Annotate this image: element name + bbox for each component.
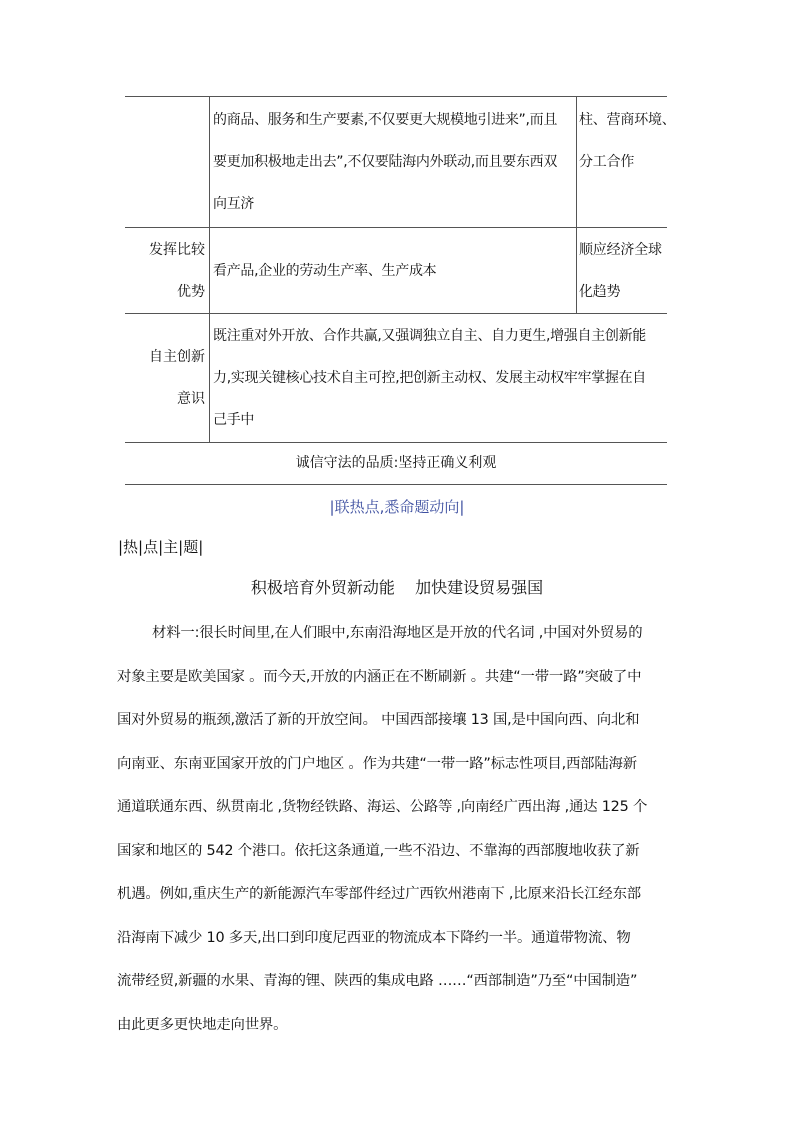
- article-title: 积极培育外贸新动能 加快建设贸易强国: [250, 578, 544, 597]
- table-cell-line: 既注重对外开放、合作共赢,又强调独立自主、自力更生,增强自主创新能: [213, 328, 646, 344]
- material-paragraph: [117, 616, 673, 1051]
- paragraph-line: 向南亚、东南亚国家开放的门户地区 。作为共建“一带一路”标志性项目,西部陆海新: [117, 755, 637, 772]
- paragraph-line: 通道联通东西、纵贯南北 ,货物经铁路、海运、公路等 ,向南经广西出海 ,通达 125 个: [117, 799, 648, 815]
- table-cell-line: 顺应经济全球: [579, 241, 662, 258]
- comparison-table: [125, 96, 676, 443]
- row-header-line: 自主创新: [149, 349, 205, 365]
- table-row: [125, 228, 667, 314]
- table-cell-empty: [125, 97, 210, 228]
- table-cell: [210, 228, 577, 314]
- paragraph-line: 沿海南下减少 10 多天,出口到印度尼西亚的物流成本下降约一半。通道带物流、物: [117, 929, 631, 946]
- paragraph-line: 材料一:很长时间里,在人们眼中,东南沿海地区是开放的代名词 ,中国对外贸易的: [152, 625, 643, 641]
- table-cell-line: 的商品、服务和生产要素,不仅要更大规模地引进来”,而且: [213, 112, 558, 128]
- topic-tag: |热|点|主|题|: [118, 538, 204, 556]
- section-heading: |联热点,悉命题动向|: [329, 498, 465, 516]
- row-header-line: 优势: [177, 283, 205, 300]
- table-cell: [577, 228, 668, 314]
- row-header-line: 发挥比较: [149, 241, 205, 258]
- table-cell-line: 要更加积极地走出去”,不仅要陆海内外联动,而且要东西双: [213, 154, 558, 170]
- paragraph-line: 对象主要是欧美国家 。而今天,开放的内涵正在不断刷新 。共建“一带一路”突破了中: [117, 668, 642, 685]
- table-cell-line: 向互济: [213, 196, 255, 212]
- table-cell-line: 己手中: [213, 412, 255, 428]
- table-cell-line: 柱、营商环境、: [579, 112, 676, 128]
- row-header-line: 意识: [177, 391, 205, 407]
- paragraph-line: 国家和地区的 542 个港口。依托这条通道,一些不沿边、不靠海的西部腹地收获了新: [117, 842, 640, 859]
- table-row-header: [125, 228, 210, 314]
- table-cell: [210, 314, 668, 443]
- paragraph-line: 流带经贸,新疆的水果、青海的锂、陕西的集成电路 ……“西部制造”乃至“中国制造”: [117, 973, 638, 989]
- table-row: [125, 97, 667, 228]
- table-cell-line: 看产品,企业的劳动生产率、生产成本: [213, 262, 437, 279]
- table-row: [125, 314, 667, 443]
- table-cell-line: 化趋势: [579, 283, 621, 300]
- table-row-header: [125, 314, 210, 443]
- table-cell: [577, 97, 676, 228]
- table-cell: [210, 97, 577, 228]
- summary-line: 诚信守法的品质:坚持正确义利观: [125, 448, 667, 485]
- table-cell-line: 力,实现关键核心技术自主可控,把创新主动权、发展主动权牢牢掌握在自: [213, 370, 646, 386]
- paragraph-line: 机遇。例如,重庆生产的新能源汽车零部件经过广西钦州港南下 ,比原来沿长江经东部: [117, 886, 641, 902]
- paragraph-line: 国对外贸易的瓶颈,激活了新的开放空间。 中国西部接壤 13 国,是中国向西、向北和: [117, 712, 640, 728]
- table-cell-line: 分工合作: [579, 154, 635, 170]
- paragraph-line: 由此更多更快地走向世界。: [117, 1016, 288, 1033]
